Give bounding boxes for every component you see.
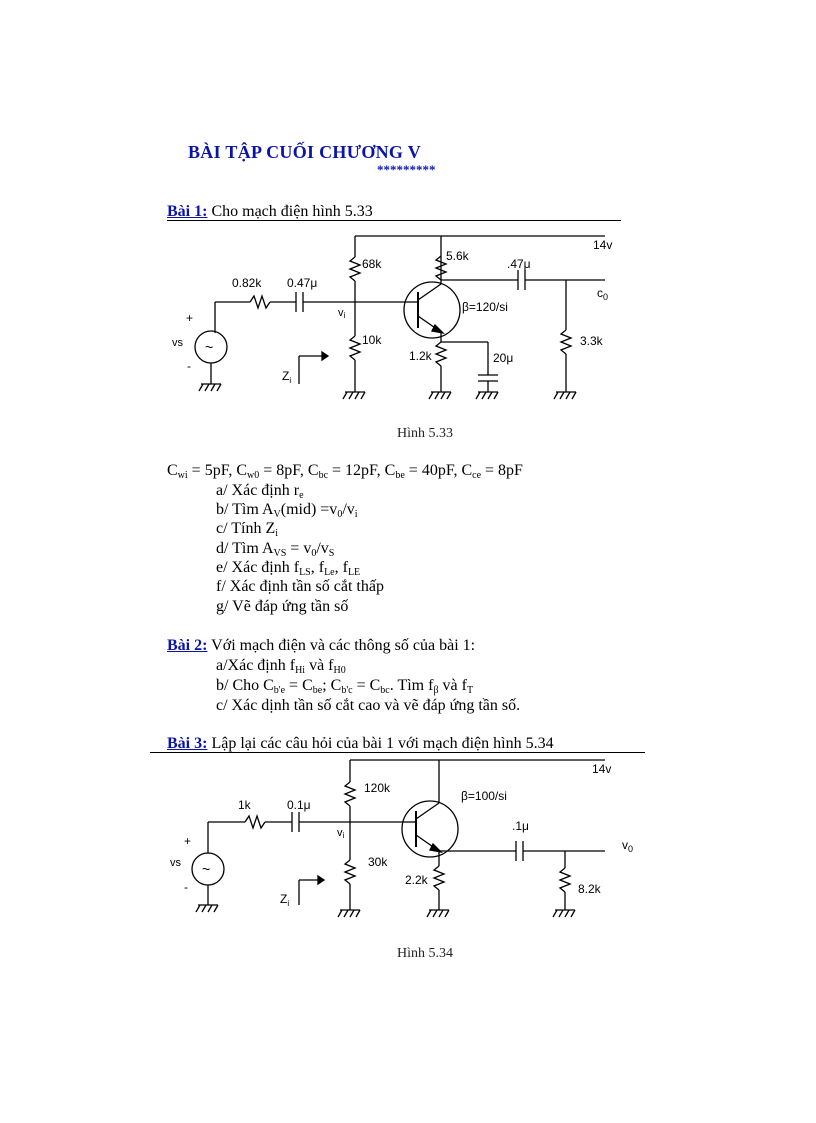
fig534-plus: + bbox=[184, 834, 192, 848]
fig534-c-out: .1μ bbox=[512, 819, 529, 833]
bai1-item-f: f/ Xác định tần số cắt thấp bbox=[216, 578, 384, 595]
fig533-beta: β=120/si bbox=[462, 300, 508, 314]
bai1-item-a: a/ Xác định $r_e$ bbox=[216, 482, 304, 501]
fig533-zi: Z bbox=[282, 369, 290, 383]
fig534-vi-label bbox=[337, 827, 345, 840]
fig533-c-e: 20μ bbox=[493, 351, 514, 365]
bai1-item-e: e/ Xác định $f_{LS}$, $f_{Le}$, $f_{LE}$ bbox=[216, 559, 361, 578]
bai2-text: Với mạch điện và các thông số của bài 1: bbox=[211, 637, 476, 654]
bai2-item-a: a/Xác định $f_{Hi}$ và $f_{H0}$ bbox=[216, 657, 346, 676]
fig533-vi-sub: i bbox=[343, 311, 346, 320]
circuit-figure-5-33 bbox=[0, 225, 816, 415]
title-stars: ********* bbox=[377, 162, 436, 177]
bai2-heading bbox=[167, 637, 475, 655]
bai1-capacitances: $C_{wi} = 5pF$, $C_{w0} = 8pF$, $C_{bc} = 12pF$, $C_{be} = 40pF$, $C_{ce} = 8pF$ bbox=[167, 462, 523, 481]
bai3-heading bbox=[167, 735, 554, 753]
fig533-tilde: ~ bbox=[205, 339, 214, 355]
fig534-r-e: 2.2k bbox=[405, 873, 428, 887]
bai1-rule bbox=[167, 220, 621, 221]
bai3-rule bbox=[150, 752, 645, 753]
fig533-c-out: .47μ bbox=[507, 257, 531, 271]
fig533-vs: vs bbox=[172, 337, 183, 349]
fig533-zi-label bbox=[282, 369, 291, 385]
fig534-out-sub: 0 bbox=[628, 844, 634, 854]
fig533-out: c bbox=[597, 286, 603, 300]
fig534-supply: 14v bbox=[592, 762, 612, 776]
fig534-vi-sub: i bbox=[342, 831, 345, 840]
fig533-r-bottom: 10k bbox=[362, 333, 382, 347]
fig534-zi: Z bbox=[280, 892, 288, 906]
fig534-output-label bbox=[622, 838, 633, 854]
fig534-zi-label bbox=[280, 892, 289, 908]
fig534-r-source: 1k bbox=[238, 798, 251, 812]
fig533-r-top: 68k bbox=[362, 257, 382, 271]
circuit-figure-5-34 bbox=[0, 755, 816, 925]
fig534-r-top: 120k bbox=[364, 781, 391, 795]
fig534-zi-sub: i bbox=[287, 899, 290, 908]
fig533-r-e: 1.2k bbox=[409, 349, 432, 363]
fig534-r-load: 8.2k bbox=[578, 882, 601, 896]
cap-cbe: 40pF bbox=[421, 462, 454, 479]
fig533-minus: - bbox=[187, 359, 191, 373]
bai2-item-b: b/ Cho $C_{b'e} = C_{be}$; $C_{b'c} = C_{bc}$. Tìm $f_\beta$ và $f_T$ bbox=[216, 677, 474, 696]
fig534-beta: β=100/si bbox=[461, 789, 507, 803]
bai1-label[interactable]: Bài 1: bbox=[167, 203, 208, 220]
fig533-r-source: 0.82k bbox=[232, 276, 262, 290]
bai2-label[interactable]: Bài 2: bbox=[167, 637, 208, 654]
bai1-item-b: b/ Tìm $A_V(mid) =v_0/v_i$ bbox=[216, 501, 358, 520]
fig533-vi-label bbox=[338, 307, 346, 320]
fig534-vi: v bbox=[337, 827, 343, 839]
page-title: BÀI TẬP CUỐI CHƯƠNG V bbox=[188, 142, 421, 162]
fig533-vi: v bbox=[338, 307, 344, 319]
fig534-vs: vs bbox=[170, 857, 181, 869]
figure-caption-5-34: Hình 5.34 bbox=[397, 946, 453, 961]
figure-caption-5-33: Hình 5.33 bbox=[397, 426, 453, 441]
cap-cwi: 5pF bbox=[204, 462, 229, 479]
fig533-r-c: 5.6k bbox=[446, 249, 469, 263]
fig533-zi-sub: i bbox=[289, 376, 292, 385]
cap-cce: 8pF bbox=[498, 462, 523, 479]
fig534-r-bottom: 30k bbox=[368, 855, 388, 869]
bai1-text: Cho mạch điện hình 5.33 bbox=[211, 203, 373, 220]
fig534-tilde: ~ bbox=[202, 861, 211, 877]
fig533-output-label bbox=[597, 286, 608, 302]
bai1-item-g: g/ Vẽ đáp ứng tần số bbox=[216, 598, 349, 615]
fig533-supply: 14v bbox=[593, 238, 613, 252]
bai3-text: Lập lại các câu hỏi của bài 1 với mạch điện hình 5.34 bbox=[211, 735, 554, 752]
fig534-minus: - bbox=[184, 880, 188, 894]
cap-cw0: 8pF bbox=[276, 462, 300, 479]
fig533-plus: + bbox=[186, 311, 194, 325]
bai1-item-d: d/ Tìm $A_{VS} = v_0/v_S$ bbox=[216, 540, 335, 559]
fig534-out: v bbox=[622, 838, 628, 852]
fig534-c-in: 0.1μ bbox=[287, 798, 311, 812]
bai2-item-c: c/ Xác dịnh tần số cắt cao và vẽ đáp ứng tần số. bbox=[216, 697, 521, 714]
bai1-item-c: c/ Tính $Z_i$ bbox=[216, 520, 279, 539]
cap-cbc: 12pF bbox=[345, 462, 377, 479]
fig533-c-in: 0.47μ bbox=[287, 276, 318, 290]
fig533-r-load: 3.3k bbox=[580, 334, 603, 348]
bai1-heading bbox=[167, 203, 373, 221]
fig533-out-sub: 0 bbox=[603, 292, 609, 302]
bai3-label[interactable]: Bài 3: bbox=[167, 735, 208, 752]
